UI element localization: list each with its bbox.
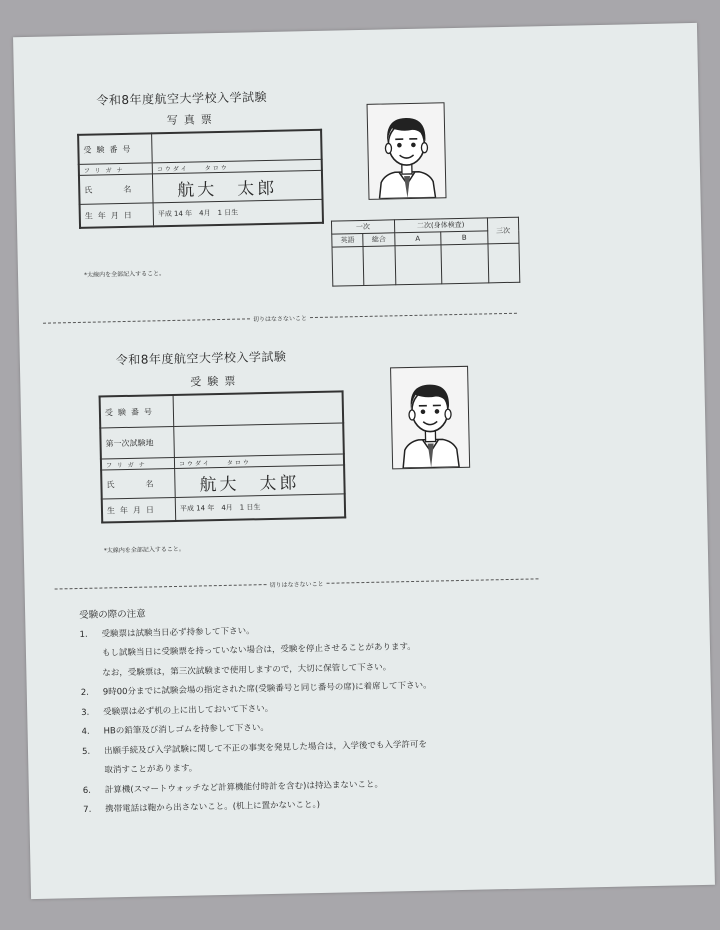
exam-number-label: 受験番号 bbox=[78, 133, 152, 164]
cut-line-label: 切りはなさないこと bbox=[269, 580, 324, 590]
grade-table bbox=[331, 217, 520, 287]
dob-label: 生年月日 bbox=[102, 497, 176, 522]
ticket2-title: 令和8年度航空大学校入学試験 bbox=[115, 349, 287, 368]
cut-line-1 bbox=[43, 309, 517, 328]
exam-number-row bbox=[100, 391, 344, 428]
notice-item-number: 4. bbox=[81, 726, 90, 737]
notice-item-text: 取消すことがあります。 bbox=[104, 763, 198, 776]
furigana-value: コウダイ タロウ bbox=[152, 159, 322, 174]
notice-item-text: なお，受験票は，第三次試験まで使用しますので，大切に保管して下さい。 bbox=[102, 661, 392, 679]
notice-heading: 受験の際の注意 bbox=[79, 608, 146, 621]
ticket2-subtitle: 受験票 bbox=[190, 374, 242, 389]
notice-item-text: 出願手続及び入学試験に関して不正の事実を発見した場合は，入学後でも入学許可を bbox=[103, 739, 428, 757]
notice-section bbox=[79, 593, 693, 820]
notice-list bbox=[79, 613, 693, 821]
notice-item-text: 計算機(スマートウォッチなど計算機能付時計を含む)は持込まないこと。 bbox=[104, 779, 384, 795]
exam-number-field[interactable] bbox=[152, 130, 322, 163]
exam-number-label: 受験番号 bbox=[100, 395, 174, 428]
furigana-value: コウダイ タロウ bbox=[174, 454, 344, 469]
grade-second-header: 二次(身体検査) bbox=[394, 218, 487, 233]
ticket2-photo bbox=[390, 366, 470, 470]
grade-a-header: A bbox=[394, 232, 441, 246]
notice-item-text: 携帯電話は鞄から出さないこと。(机上に置かないこと。) bbox=[105, 799, 321, 815]
notice-item-text: 受験票は必ず机の上に出しておいて下さい。 bbox=[103, 703, 274, 718]
dob-value: 平成 14 年 4月 1 日生 bbox=[153, 199, 323, 226]
notice-item-number: 3. bbox=[81, 707, 90, 718]
face-icon bbox=[391, 367, 469, 469]
name-value: 航大 太郎 bbox=[152, 170, 322, 203]
notice-item-number: 6. bbox=[82, 785, 92, 796]
ticket2-note: *太線内を全部記入すること。 bbox=[103, 545, 185, 555]
name-label: 氏 名 bbox=[101, 468, 175, 499]
cut-line-2 bbox=[55, 574, 539, 593]
dob-row bbox=[80, 199, 323, 228]
dob-label: 生年月日 bbox=[80, 203, 154, 228]
grade-general-cell bbox=[363, 246, 395, 286]
furigana-label: フリガナ bbox=[79, 163, 153, 176]
cut-line-label: 切りはなさないこと bbox=[252, 315, 308, 324]
grade-b-cell bbox=[441, 244, 488, 284]
notice-item-number: 1. bbox=[79, 629, 88, 640]
exam-number-field[interactable] bbox=[173, 391, 343, 426]
grade-english-cell bbox=[332, 246, 364, 286]
notice-item-text: 9時00分までに試験会場の指定された席(受験番号と同じ番号の席)に着席して下さい。 bbox=[102, 680, 432, 698]
venue-label: 第一次試験地 bbox=[100, 426, 174, 459]
grade-b-header: B bbox=[441, 231, 488, 245]
exam-sheet bbox=[13, 23, 715, 899]
ticket1-note: *太線内を全部記入すること。 bbox=[83, 270, 166, 279]
notice-item-number: 5. bbox=[81, 746, 91, 757]
name-label: 氏 名 bbox=[79, 174, 153, 205]
ticket2-form bbox=[99, 390, 347, 523]
grade-a-cell bbox=[395, 245, 442, 285]
ticket1-photo bbox=[367, 102, 447, 200]
notice-item-number: 7. bbox=[83, 804, 92, 815]
notice-item-text: HBの鉛筆及び消しゴムを持参して下さい。 bbox=[103, 723, 269, 737]
ticket1-title: 令和8年度航空大学校入学試験 bbox=[96, 89, 268, 108]
name-value: 航大 太郎 bbox=[175, 465, 345, 498]
venue-field[interactable] bbox=[174, 423, 344, 458]
grade-english-header: 英語 bbox=[332, 233, 364, 247]
face-icon bbox=[368, 103, 446, 199]
ticket1-form bbox=[77, 129, 324, 229]
grade-general-header: 総合 bbox=[363, 233, 395, 247]
notice-item-number: 2. bbox=[80, 687, 90, 698]
notice-item-text: もし試験当日に受験票を持っていない場合は，受験を停止させることがあります。 bbox=[101, 641, 416, 659]
grade-third-cell bbox=[488, 243, 520, 283]
ticket1-subtitle: 写真票 bbox=[166, 112, 218, 128]
dob-value: 平成 14 年 4月 1 日生 bbox=[175, 494, 345, 521]
furigana-label: フリガナ bbox=[101, 457, 175, 470]
venue-row bbox=[100, 423, 344, 459]
grade-first-header: 一次 bbox=[331, 220, 394, 234]
notice-item-text: 受験票は試験当日必ず持参して下さい。 bbox=[101, 625, 255, 640]
dob-row bbox=[102, 494, 345, 523]
grade-third-header: 三次 bbox=[487, 217, 519, 244]
